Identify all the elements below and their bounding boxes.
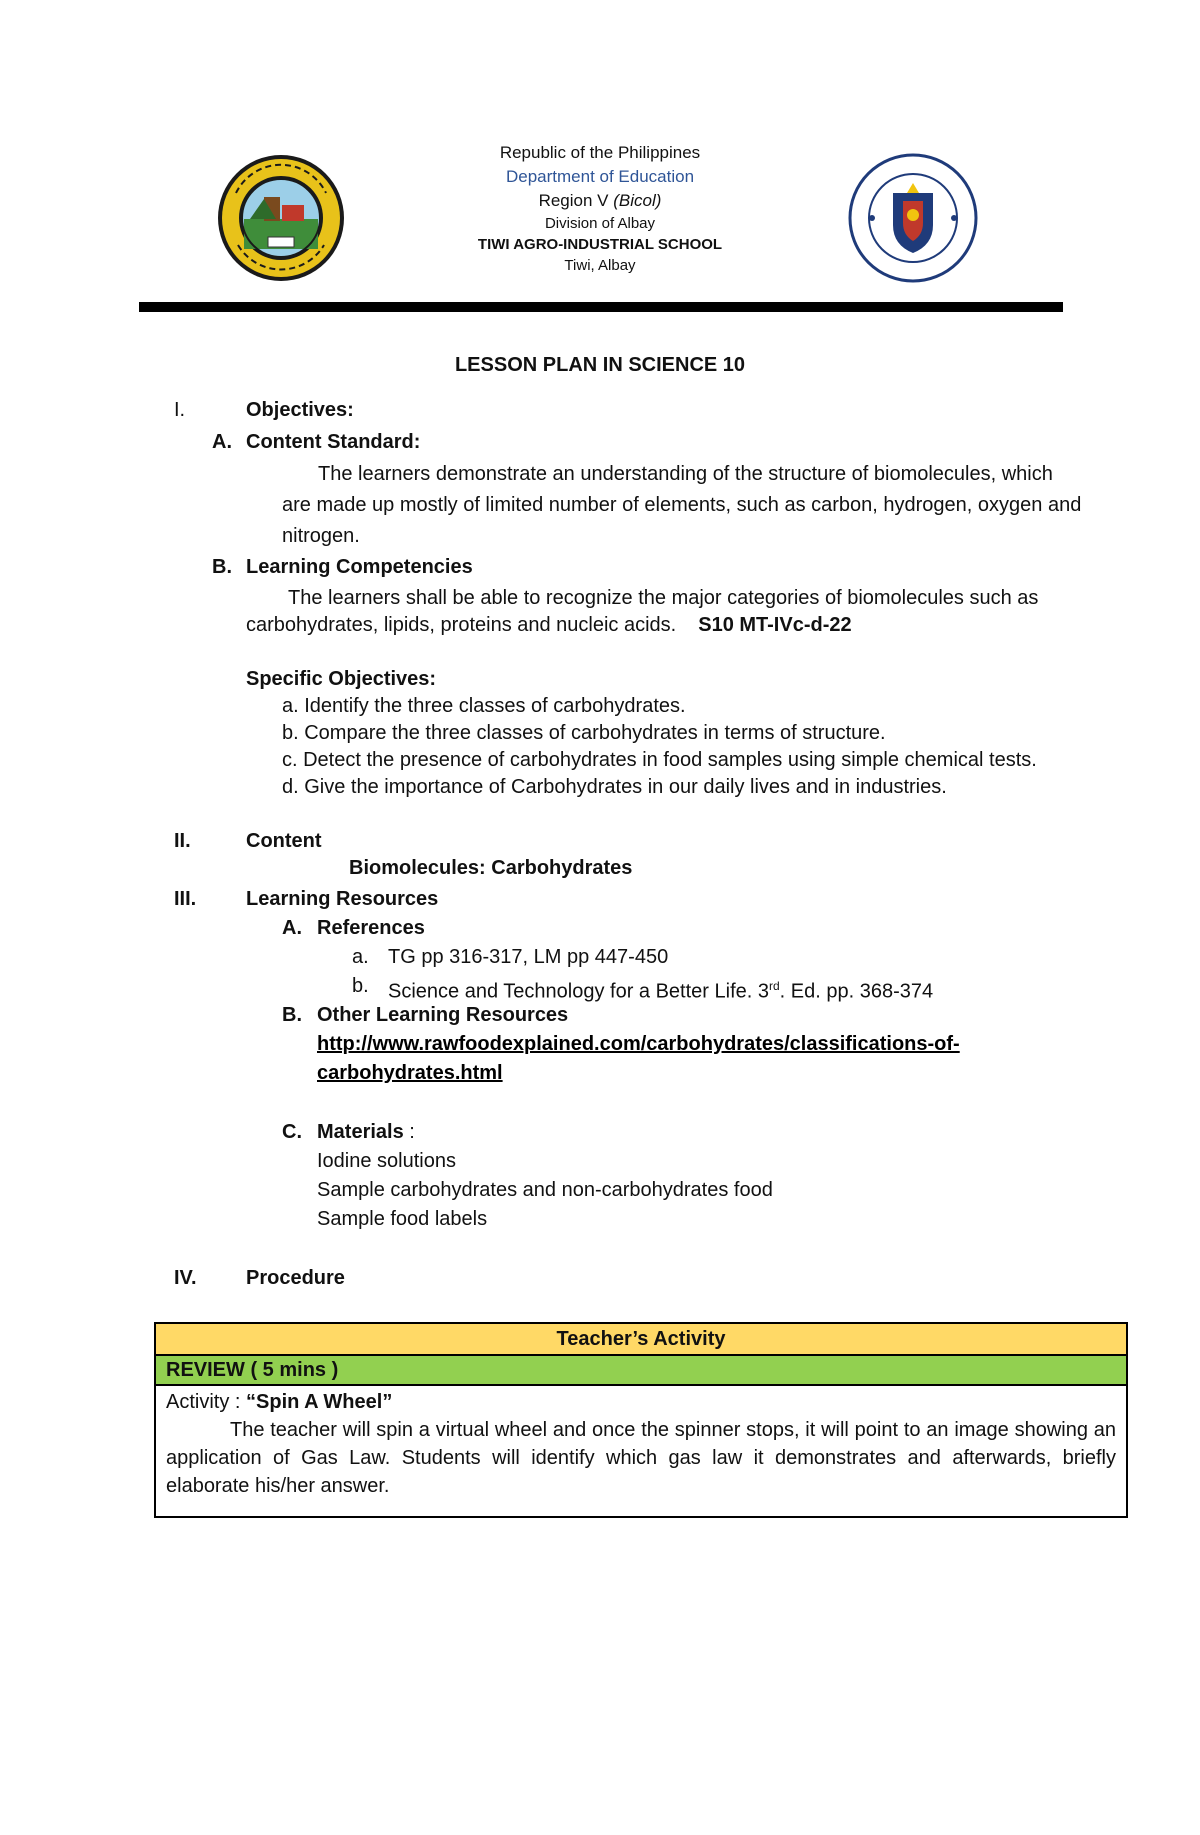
section-1a-letter: A.	[212, 431, 232, 453]
other-resources-heading: Other Learning Resources	[317, 1004, 569, 1026]
section-3a-letter: A.	[282, 917, 302, 939]
procedure-table	[154, 1322, 1128, 1518]
section-2-numeral: II.	[174, 830, 191, 852]
letterhead	[400, 141, 800, 276]
content-standard-heading: Content Standard:	[246, 431, 421, 453]
content-heading: Content	[246, 830, 322, 852]
resource-link-line-1[interactable]	[317, 1031, 960, 1057]
content-standard-line-2: are made up mostly of limited number of elements, such as carbon, hydrogen, oxygen and	[282, 494, 1082, 516]
material-item: Sample carbohydrates and non-carbohydrates food	[317, 1179, 773, 1201]
section-1-heading: Objectives:	[246, 399, 354, 421]
reference-b: Science and Technology for a Better Life. 3rd. Ed. pp. 368-374	[388, 979, 934, 1003]
competency-code: S10 MT-IVc-d-22	[698, 614, 852, 636]
learning-competencies-heading: Learning Competencies	[246, 556, 473, 578]
reference-a: TG pp 316-317, LM pp 447-450	[388, 946, 669, 968]
specific-objectives-heading: Specific Objectives:	[246, 668, 437, 690]
reference-a-letter: a.	[352, 946, 369, 968]
header-republic: Republic of the Philippines	[499, 143, 701, 162]
review-row: REVIEW ( 5 mins )	[156, 1356, 1126, 1386]
activity-description: The teacher will spin a virtual wheel and once the spinner stops, it will point to an image showing an application of Gas Law. Students will identify which gas law it demonstrates and afterwards, briefly elaborate his/her answer.	[166, 1419, 1116, 1497]
teacher-activity-header: Teacher’s Activity	[156, 1324, 1126, 1356]
activity-cell	[156, 1386, 1126, 1500]
procedure-heading: Procedure	[246, 1267, 345, 1289]
learning-competencies-line-1: The learners shall be able to recognize the major categories of biomolecules such as	[288, 587, 1039, 609]
learning-competencies-line-2: carbohydrates, lipids, proteins and nucleic acids. S10 MT-IVc-d-22	[246, 614, 852, 636]
deped-seal-logo	[848, 153, 978, 283]
section-3-numeral: III.	[174, 888, 197, 910]
section-1b-letter: B.	[212, 556, 232, 578]
resource-link[interactable]: http://www.rawfoodexplained.com/carbohydrates/classifications-of-	[317, 1033, 960, 1055]
header-department: Department of Education	[505, 167, 695, 186]
specific-objective-item: b. Compare the three classes of carbohydrates in terms of structure.	[282, 722, 886, 744]
section-1-numeral: I.	[174, 399, 186, 421]
section-3c-letter: C.	[282, 1121, 302, 1143]
specific-objective-item: a. Identify the three classes of carbohydrates.	[282, 695, 686, 717]
reference-b-letter: b.	[352, 975, 369, 997]
resource-link[interactable]: carbohydrates.html	[317, 1062, 503, 1084]
section-3b-letter: B.	[282, 1004, 302, 1026]
header-location: Tiwi, Albay	[564, 257, 636, 274]
header-division: Division of Albay	[544, 215, 656, 232]
page-title: LESSON PLAN IN SCIENCE 10	[454, 354, 746, 376]
specific-objective-item: d. Give the importance of Carbohydrates in our daily lives and in industries.	[282, 776, 947, 798]
material-item: Sample food labels	[317, 1208, 488, 1230]
header-school: TIWI AGRO-INDUSTRIAL SCHOOL	[477, 236, 723, 253]
resource-link-line-2[interactable]	[317, 1060, 503, 1086]
material-item: Iodine solutions	[317, 1150, 456, 1172]
content-standard-line-3: nitrogen.	[282, 525, 360, 547]
header-divider	[139, 302, 1063, 312]
school-seal-logo	[216, 153, 346, 283]
activity-title: Activity : “Spin A Wheel”	[166, 1391, 393, 1413]
learning-resources-heading: Learning Resources	[246, 888, 439, 910]
section-4-numeral: IV.	[174, 1267, 197, 1289]
content-topic: Biomolecules: Carbohydrates	[349, 857, 633, 879]
references-heading: References	[317, 917, 425, 939]
header-region: Region V (Bicol)	[538, 191, 662, 210]
content-standard-line-1: The learners demonstrate an understanding of the structure of biomolecules, which	[318, 463, 1053, 485]
materials-heading: Materials :	[317, 1121, 415, 1143]
specific-objective-item: c. Detect the presence of carbohydrates in food samples using simple chemical tests.	[282, 749, 1037, 771]
